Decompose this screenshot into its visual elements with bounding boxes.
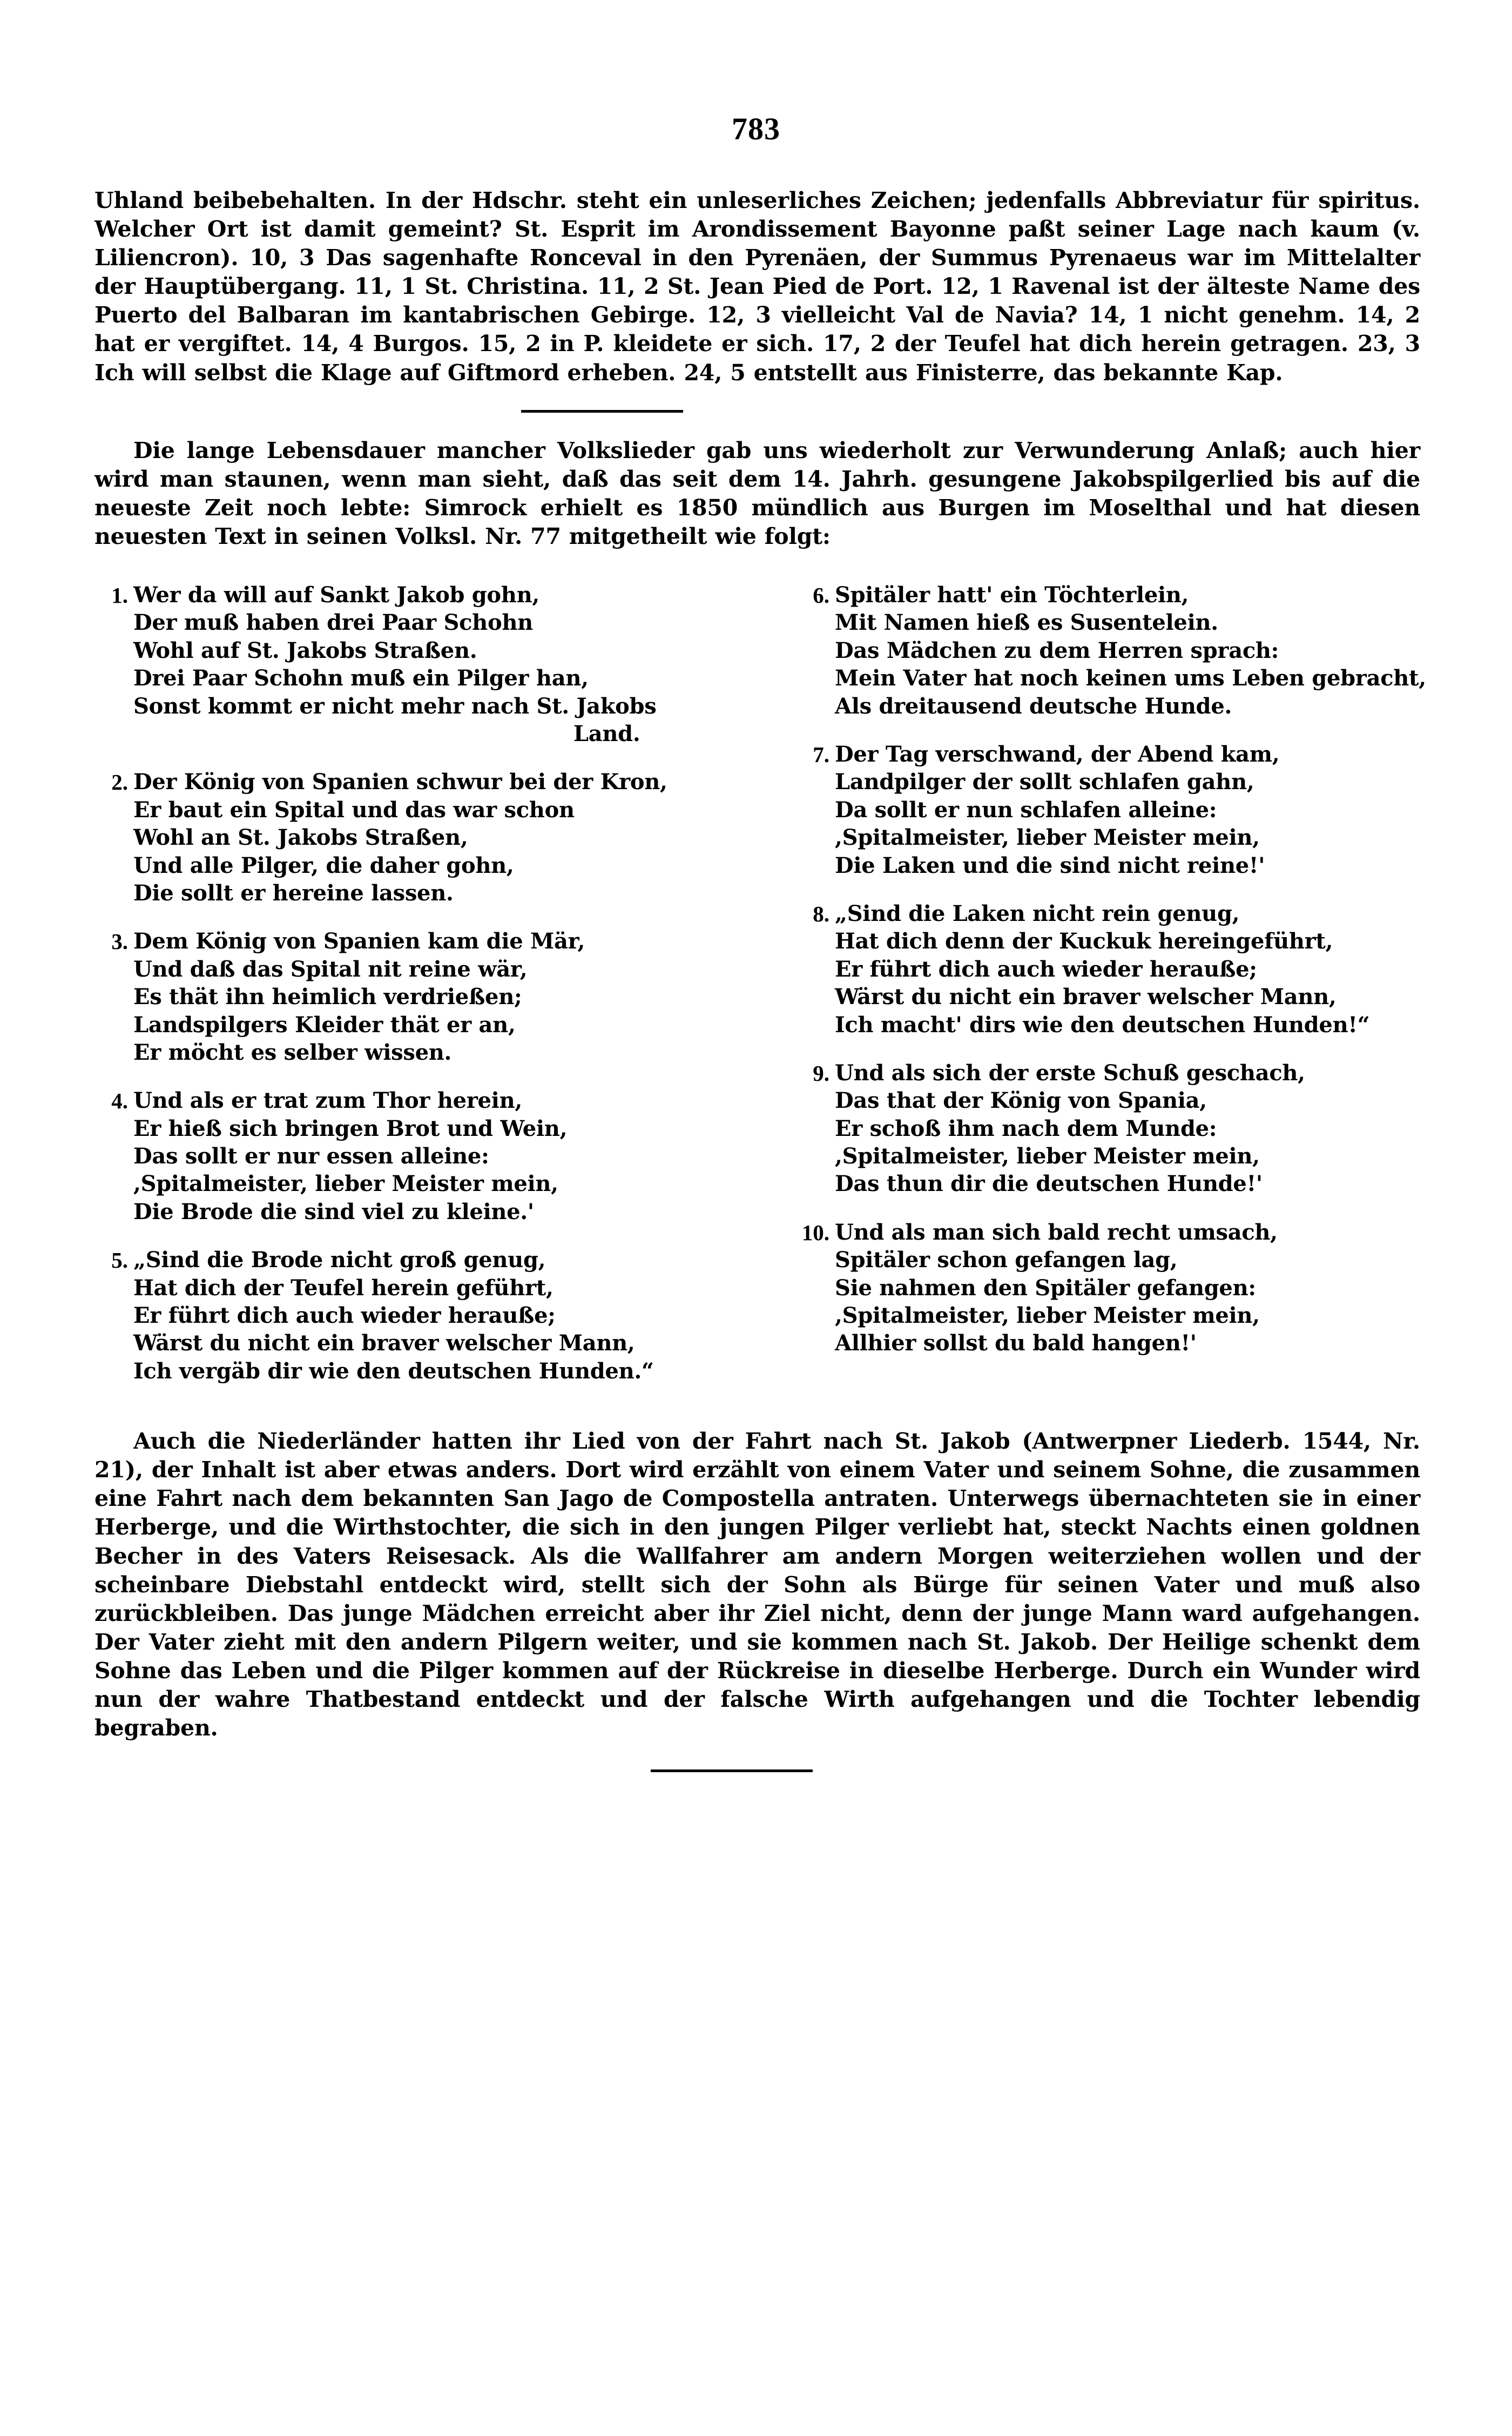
verse-line: Das that der König von Spania, bbox=[835, 1088, 1207, 1114]
verse-line: Es thät ihn heimlich verdrießen; bbox=[133, 984, 522, 1010]
verse-line: Das sollt er nur essen alleine: bbox=[133, 1143, 489, 1169]
verse-line-runover: Land. bbox=[573, 721, 640, 746]
verse-line: Als dreitausend deutsche Hunde. bbox=[835, 693, 1232, 719]
verse-line: Dem König von Spanien kam die Mär, bbox=[133, 928, 585, 954]
verse-line: Wohl an St. Jakobs Straßen, bbox=[133, 825, 468, 851]
verse-item bbox=[94, 1087, 757, 1226]
verse-line: Und als man sich bald recht umsach, bbox=[835, 1219, 1278, 1245]
verse-line: Mit Namen hieß es Susentelein. bbox=[835, 610, 1218, 636]
page-number: 783 bbox=[732, 111, 780, 146]
verse-number: 3. bbox=[111, 929, 128, 954]
verse-line: Sonst kommt er nicht mehr nach St. Jakobs bbox=[133, 693, 657, 719]
verse-line: Und als sich der erste Schuß geschach, bbox=[835, 1060, 1305, 1086]
verse-line: Ich vergäb dir wie den deutschen Hunden.“ bbox=[133, 1358, 654, 1384]
verse-line: Die sollt er hereine lassen. bbox=[133, 880, 454, 906]
verse-line: Die Laken und die sind nicht reine!' bbox=[835, 852, 1265, 878]
verse-number: 1. bbox=[111, 583, 128, 608]
verse-item bbox=[796, 900, 1420, 1039]
verse-line: Mein Vater hat noch keinen ums Leben gebracht, bbox=[835, 665, 1426, 691]
verse-line: Der König von Spanien schwur bei der Kron, bbox=[133, 769, 667, 795]
page-content bbox=[94, 186, 1426, 1772]
verse-item bbox=[796, 581, 1426, 720]
verse-line: Hat dich denn der Kuckuk hereingeführt, bbox=[835, 928, 1333, 954]
verse-item bbox=[94, 1246, 757, 1385]
verse-lines bbox=[133, 581, 656, 748]
verse-line: Sie nahmen den Spitäler gefangen: bbox=[835, 1275, 1256, 1301]
verse-item bbox=[94, 581, 757, 748]
verse-line: Wohl auf St. Jakobs Straßen. bbox=[133, 637, 477, 663]
section-divider-top bbox=[521, 410, 683, 413]
verse-number: 4. bbox=[111, 1088, 128, 1114]
verse-line: Und daß das Spital nit reine wär, bbox=[133, 956, 528, 982]
verse-line: Spitäler hatt' ein Töchterlein, bbox=[835, 582, 1189, 608]
verse-line: Er baut ein Spital und das war schon bbox=[133, 797, 575, 823]
verse-line: ,Spitalmeister, lieber Meister mein, bbox=[835, 1303, 1260, 1329]
verse-lines bbox=[835, 1219, 1278, 1357]
verse-lines bbox=[133, 927, 585, 1066]
verse-line: Landpilger der sollt schlafen gahn, bbox=[835, 769, 1254, 795]
verses-column-left bbox=[94, 581, 757, 1405]
verse-item bbox=[796, 1219, 1420, 1357]
verse-line: Er möcht es selber wissen. bbox=[133, 1039, 452, 1065]
verse-number: 2. bbox=[111, 770, 128, 795]
verse-lines bbox=[133, 768, 667, 907]
verse-line: ,Spitalmeister, lieber Meister mein, bbox=[835, 1143, 1260, 1169]
closing-paragraph: Auch die Niederländer hatten ihr Lied von der Fahrt nach St. Jakob (Antwerpner Liederb. 1544, Nr. 21), der Inhalt ist aber etwas anders. Dort wird erzählt von einem Vater und seinem Sohne, die zusammen eine Fahrt nach dem bekannten San Jago de Compostella antraten. Unterwegs übernachteten sie in einer Herberge, und die Wirthstochter, die sich in den jungen Pilger verliebt hat, steckt Nachts einen goldnen Becher in des Vaters Reisesack. Als die Wallfahrer am andern Morgen weiterziehen wollen und der scheinbare Diebstahl entdeckt wird, stellt sich der Sohn als Bürge für seinen Vater und muß also zurückbleiben. Das junge Mädchen erreicht aber ihr Ziel nicht, denn der junge Mann ward aufgehangen. Der Vater zieht mit den andern Pilgern weiter, und sie kommen nach St. Jakob. Der Heilige schenkt dem Sohne das Leben und die Pilger kommen auf der Rückreise in dieselbe Herberge. Durch ein Wunder wird nun der wahre Thatbestand entdeckt und der falsche Wirth aufgehangen und die Tochter lebendig begraben. bbox=[94, 1428, 1420, 1741]
verse-line: „Sind die Brode nicht groß genug, bbox=[133, 1247, 546, 1273]
verse-line: Er führt dich auch wieder herauße; bbox=[133, 1303, 556, 1329]
verse-line: Drei Paar Schohn muß ein Pilger han, bbox=[133, 665, 589, 691]
intro-paragraph: Die lange Lebensdauer mancher Volkslieder gab uns wiederholt zur Verwunderung Anlaß; auch hier wird man staunen, wenn man sieht, daß das seit dem 14. Jahrh. gesungene Jakobspilgerlied bis auf die neueste Zeit noch lebte: Simrock erhielt es 1850 mündlich aus Burgen im Moselthal und hat diesen neuesten Text in seinen Volksl. Nr. 77 mitgetheilt wie folgt: bbox=[94, 437, 1420, 549]
verse-line: Die Brode die sind viel zu kleine.' bbox=[133, 1199, 534, 1224]
verse-item bbox=[94, 927, 757, 1066]
verse-line: Wer da will auf Sankt Jakob gohn, bbox=[133, 582, 539, 608]
verse-line: Da sollt er nun schlafen alleine: bbox=[835, 797, 1217, 823]
verse-line: Das Mädchen zu dem Herren sprach: bbox=[835, 637, 1279, 663]
verse-number: 6. bbox=[813, 583, 829, 608]
verse-line: Allhier sollst du bald hangen!' bbox=[835, 1330, 1197, 1356]
verse-line: Das thun dir die deutschen Hunde!' bbox=[835, 1171, 1263, 1197]
section-divider-bottom bbox=[651, 1769, 813, 1772]
verse-line: ,Spitalmeister, lieber Meister mein, bbox=[133, 1171, 558, 1197]
verse-line: Der muß haben drei Paar Schohn bbox=[133, 610, 533, 636]
verse-line: Landspilgers Kleider thät er an, bbox=[133, 1012, 516, 1038]
verse-number: 8. bbox=[813, 901, 829, 926]
verse-line: Spitäler schon gefangen lag, bbox=[835, 1247, 1178, 1273]
verses-column-right bbox=[757, 581, 1426, 1405]
verse-lines bbox=[133, 1087, 567, 1226]
verse-number: 5. bbox=[111, 1248, 128, 1273]
verse-line: Wärst du nicht ein braver welscher Mann, bbox=[133, 1330, 635, 1356]
verse-line: Ich macht' dirs wie den deutschen Hunden!“ bbox=[835, 1012, 1370, 1038]
verse-line: ,Spitalmeister, lieber Meister mein, bbox=[835, 825, 1260, 851]
verse-line: Er hieß sich bringen Brot und Wein, bbox=[133, 1115, 568, 1141]
verse-line: Und alle Pilger, die daher gohn, bbox=[133, 852, 514, 878]
verse-line: Er führt dich auch wieder herauße; bbox=[835, 956, 1257, 982]
verses-container bbox=[94, 581, 1426, 1405]
verse-line: Und als er trat zum Thor herein, bbox=[133, 1088, 522, 1114]
verse-line: Wärst du nicht ein braver welscher Mann, bbox=[835, 984, 1336, 1010]
verse-lines bbox=[835, 900, 1369, 1039]
verse-number: 7. bbox=[813, 742, 829, 767]
verse-number: 9. bbox=[813, 1060, 829, 1086]
verse-lines bbox=[835, 581, 1426, 720]
verse-line: Der Tag verschwand, der Abend kam, bbox=[835, 741, 1280, 767]
verse-number: 10. bbox=[801, 1220, 829, 1245]
verse-lines bbox=[835, 741, 1279, 879]
verse-lines bbox=[835, 1059, 1305, 1198]
verse-line: „Sind die Laken nicht rein genug, bbox=[835, 900, 1240, 926]
verse-item bbox=[796, 741, 1420, 879]
verse-item bbox=[796, 1059, 1420, 1198]
top-paragraph: Uhland beibebehalten. In der Hdschr. steht ein unleserliches Zeichen; jedenfalls Abbreviatur für spiritus. Welcher Ort ist damit gemeint? St. Esprit im Arondissement Bayonne paßt seiner Lage nach kaum (v. Liliencron). 10, 3 Das sagenhafte Ronceval in den Pyrenäen, der Summus Pyrenaeus war im Mittelalter der Hauptübergang. 11, 1 St. Christina. 11, 2 St. Jean Pied de Port. 12, 1 Ravenal ist der älteste Name des Puerto del Balbaran im kantabrischen Gebirge. 12, 3 vielleicht Val de Navia? 14, 1 nicht genehm. 14, 2 hat er vergiftet. 14, 4 Burgos. 15, 2 in P. kleidete er sich. 17, 2 der Teufel hat dich herein getragen. 23, 3 Ich will selbst die Klage auf Giftmord erheben. 24, 5 entstellt aus Finisterre, das bekannte Kap. bbox=[94, 187, 1420, 386]
verse-item bbox=[94, 768, 757, 907]
verse-line: Hat dich der Teufel herein geführt, bbox=[133, 1275, 554, 1301]
verse-lines bbox=[133, 1246, 654, 1385]
verse-line: Er schoß ihm nach dem Munde: bbox=[835, 1115, 1217, 1141]
